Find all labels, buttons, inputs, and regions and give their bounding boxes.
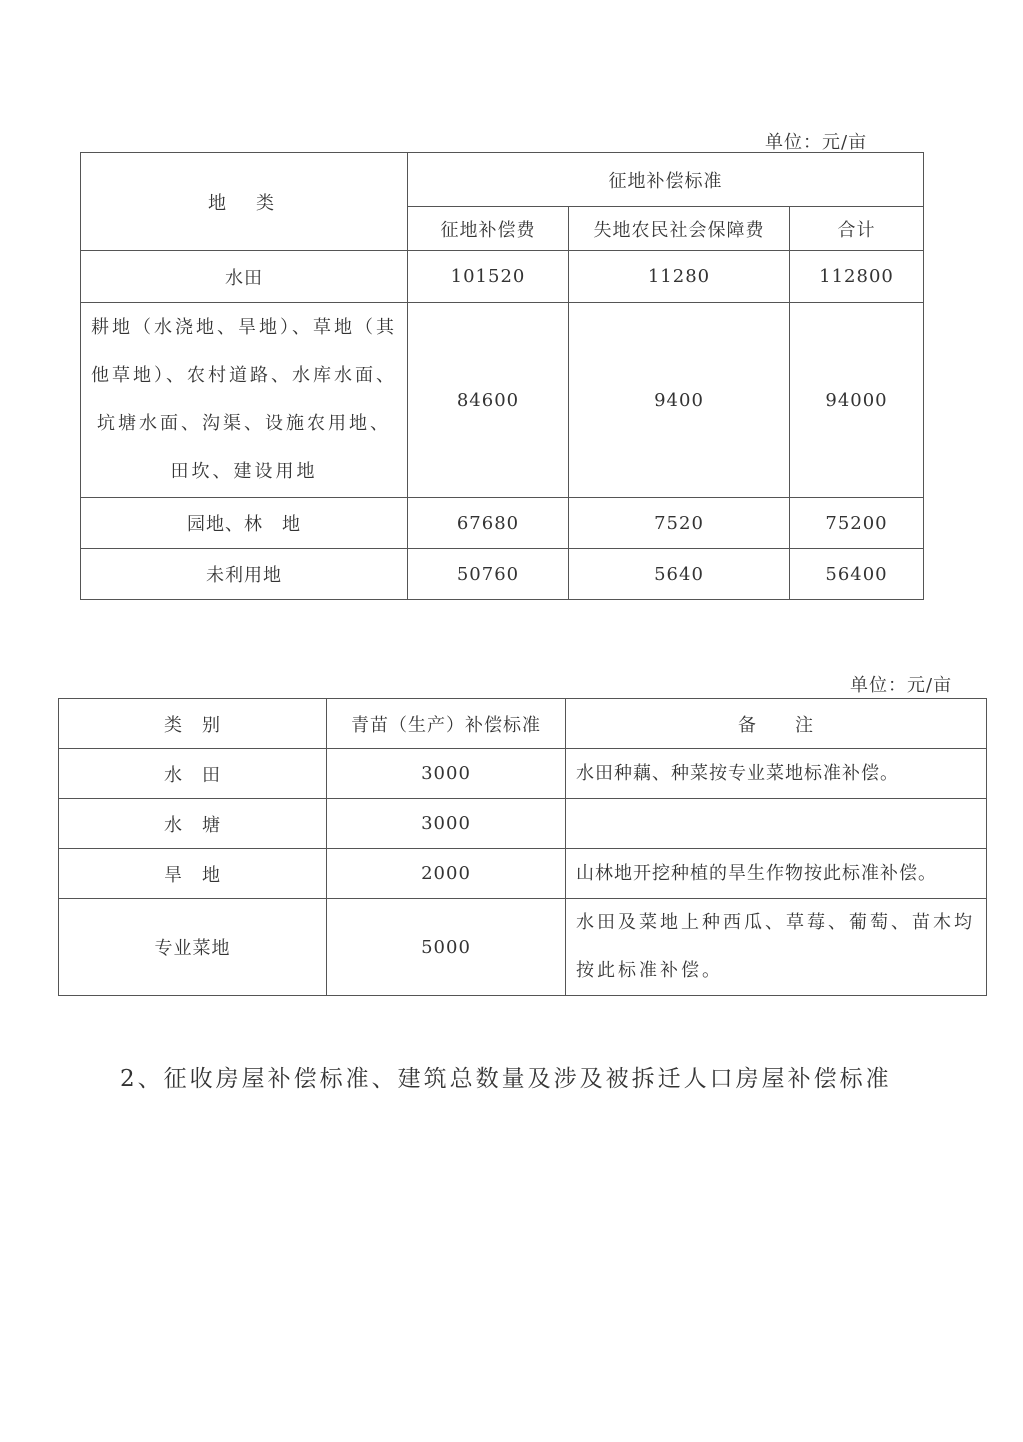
table-row <box>81 251 924 303</box>
header-category: 类 别 <box>59 699 327 749</box>
table-row <box>59 749 987 799</box>
cell: 2000 <box>327 849 566 899</box>
row-category: 水 田 <box>59 749 327 799</box>
cell: 101520 <box>408 251 569 303</box>
cell: 50760 <box>408 549 569 600</box>
table-row <box>59 799 987 849</box>
cell: 112800 <box>790 251 924 303</box>
cell: 9400 <box>569 303 790 498</box>
table-row <box>59 899 987 996</box>
land-compensation-table <box>80 152 924 600</box>
table-row <box>59 849 987 899</box>
header-col: 失地农民社会保障费 <box>569 207 790 251</box>
cell: 56400 <box>790 549 924 600</box>
row-category: 园地、林 地 <box>81 498 408 549</box>
row-note: 山林地开挖种植的旱生作物按此标准补偿。 <box>566 849 987 899</box>
row-category: 水 塘 <box>59 799 327 849</box>
row-category: 专业菜地 <box>59 899 327 996</box>
row-category: 水田 <box>81 251 408 303</box>
cell: 84600 <box>408 303 569 498</box>
header-col: 合计 <box>790 207 924 251</box>
cell: 67680 <box>408 498 569 549</box>
table-row <box>81 549 924 600</box>
cell: 3000 <box>327 749 566 799</box>
table-row <box>81 303 924 498</box>
cell: 11280 <box>569 251 790 303</box>
header-compensation-standard: 征地补偿标准 <box>408 153 924 207</box>
cell: 75200 <box>790 498 924 549</box>
cell: 3000 <box>327 799 566 849</box>
row-note: 水田种藕、种菜按专业菜地标准补偿。 <box>566 749 987 799</box>
row-category: 未利用地 <box>81 549 408 600</box>
cell: 5000 <box>327 899 566 996</box>
table2-unit-label: 单位：元/亩 <box>850 675 953 696</box>
crop-compensation-table <box>58 698 987 996</box>
table1-unit-label: 单位：元/亩 <box>765 132 868 153</box>
row-category: 旱 地 <box>59 849 327 899</box>
cell: 94000 <box>790 303 924 498</box>
section-heading: 2、征收房屋补偿标准、建筑总数量及涉及被拆迁人口房屋补偿标准 <box>120 1066 892 1092</box>
header-standard: 青苗（生产）补偿标准 <box>327 699 566 749</box>
table-row <box>81 498 924 549</box>
header-note: 备 注 <box>566 699 987 749</box>
cell: 5640 <box>569 549 790 600</box>
header-col: 征地补偿费 <box>408 207 569 251</box>
row-note: 水田及菜地上种西瓜、草莓、葡萄、苗木均按此标准补偿。 <box>566 899 987 996</box>
row-note <box>566 799 987 849</box>
header-land-type: 地 类 <box>81 153 408 251</box>
cell: 7520 <box>569 498 790 549</box>
row-category: 耕地（水浇地、旱地）、草地（其他草地）、农村道路、水库水面、坑塘水面、沟渠、设施农用地、田坎、建设用地 <box>81 303 408 498</box>
